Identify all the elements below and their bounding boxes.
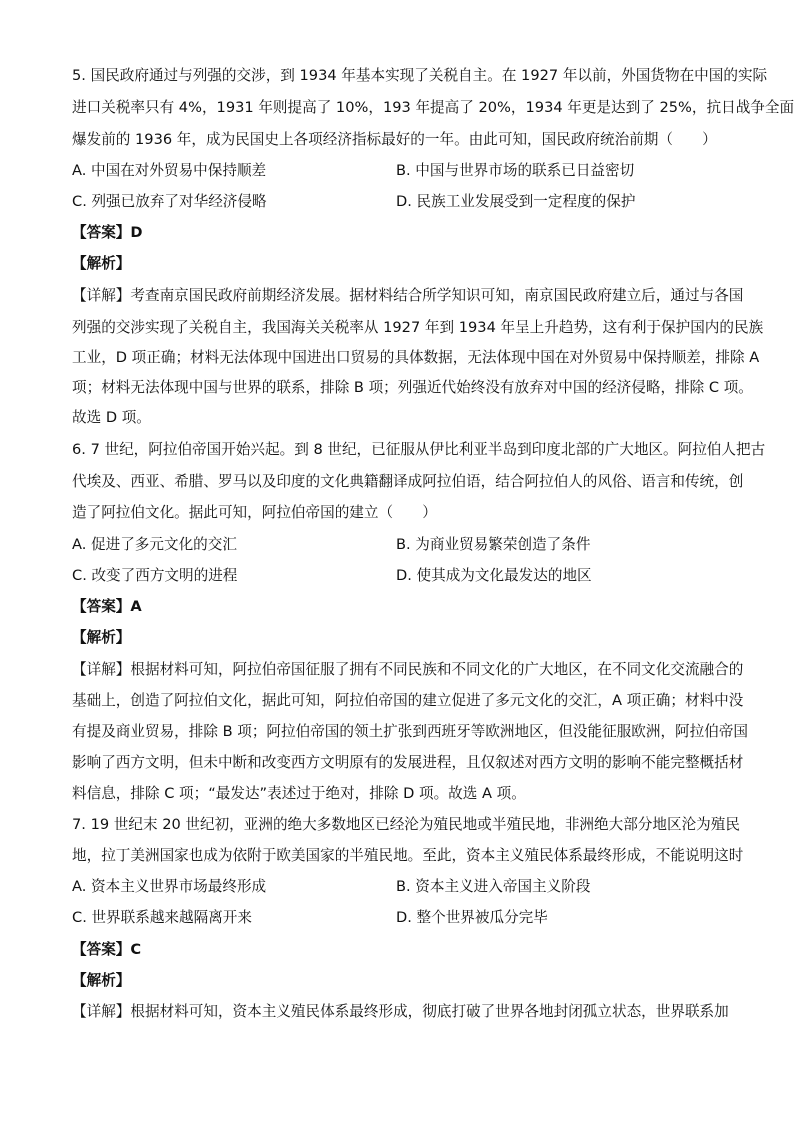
q6-stem-line: 造了阿拉伯文化。据此可知，阿拉伯帝国的建立（ ）	[72, 504, 437, 521]
q6-analysis-label: 【解析】	[72, 629, 131, 646]
q7-detail-line: 【详解】根据材料可知，资本主义殖民体系最终形成，彻底打破了世界各地封闭孤立状态，世界联系加	[72, 1003, 729, 1020]
q6-detail-line: 料信息，排除 C 项；“最发达”表述过于绝对，排除 D 项。故选 A 项。	[72, 785, 526, 802]
q6-option-c: C. 改变了西方文明的进程	[72, 567, 238, 584]
q5-detail-line: 工业，D 项正确；材料无法体现中国进出口贸易的具体数据，无法体现中国在对外贸易中保持顺差，排除 A	[72, 349, 760, 366]
q6-detail-line: 基础上，创造了阿拉伯文化，据此可知，阿拉伯帝国的建立促进了多元文化的交汇，A 项正确；材料中没	[72, 692, 744, 709]
q6-detail-line: 影响了西方文明，但未中断和改变西方文明原有的发展进程，且仅叙述对西方文明的影响不能完整概括材	[72, 754, 744, 771]
q6-option-d: D. 使其成为文化最发达的地区	[396, 567, 592, 584]
q5-stem-line: 5. 国民政府通过与列强的交涉，到 1934 年基本实现了关税自主。在 1927 年以前，外国货物在中国的实际	[72, 67, 768, 84]
q6-option-a: A. 促进了多元文化的交汇	[72, 536, 237, 553]
q5-stem-line: 爆发前的 1936 年，成为民国史上各项经济指标最好的一年。由此可知，国民政府统治前期（ ）	[72, 131, 717, 148]
q5-analysis-label: 【解析】	[72, 255, 131, 272]
q7-stem-line: 7. 19 世纪末 20 世纪初，亚洲的绝大多数地区已经沦为殖民地或半殖民地，非洲绝大部分地区沦为殖民	[72, 816, 740, 833]
q5-detail-line: 项；材料无法体现中国与世界的联系，排除 B 项；列强近代始终没有放弃对中国的经济侵略，排除 C 项。	[72, 379, 753, 396]
q5-answer: 【答案】D	[72, 224, 143, 241]
q5-detail-line: 【详解】考查南京国民政府前期经济发展。据材料结合所学知识可知，南京国民政府建立后，通过与各国	[72, 287, 744, 304]
q5-option-d: D. 民族工业发展受到一定程度的保护	[396, 193, 636, 210]
q6-stem-line: 代埃及、西亚、希腊、罗马以及印度的文化典籍翻译成阿拉伯语，结合阿拉伯人的风俗、语言和传统，创	[72, 473, 744, 490]
q6-detail-line: 【详解】根据材料可知，阿拉伯帝国征服了拥有不同民族和不同文化的广大地区，在不同文化交流融合的	[72, 661, 744, 678]
q5-stem-line: 进口关税率只有 4%，1931 年则提高了 10%，193 年提高了 20%，1934 年更是达到了 25%，抗日战争全面	[72, 99, 794, 116]
q6-answer: 【答案】A	[72, 598, 142, 615]
q7-option-a: A. 资本主义世界市场最终形成	[72, 878, 267, 895]
q6-stem-line: 6. 7 世纪，阿拉伯帝国开始兴起。到 8 世纪，已征服从伊比利亚半岛到印度北部的广大地区。阿拉伯人把古	[72, 441, 766, 458]
q7-answer: 【答案】C	[72, 941, 142, 958]
q6-detail-line: 有提及商业贸易，排除 B 项；阿拉伯帝国的领土扩张到西班牙等欧洲地区，但没能征服欧洲，阿拉伯帝国	[72, 723, 749, 740]
q7-stem-line: 地，拉丁美洲国家也成为依附于欧美国家的半殖民地。至此，资本主义殖民体系最终形成，不能说明这时	[72, 847, 744, 864]
q7-option-c: C. 世界联系越来越隔离开来	[72, 909, 253, 926]
q5-option-b: B. 中国与世界市场的联系已日益密切	[396, 162, 635, 179]
q5-option-c: C. 列强已放弃了对华经济侵略	[72, 193, 267, 210]
q7-option-b: B. 资本主义进入帝国主义阶段	[396, 878, 591, 895]
q5-detail-line: 故选 D 项。	[72, 409, 151, 426]
q5-option-a: A. 中国在对外贸易中保持顺差	[72, 162, 267, 179]
q6-option-b: B. 为商业贸易繁荣创造了条件	[396, 536, 591, 553]
q7-analysis-label: 【解析】	[72, 972, 131, 989]
q7-option-d: D. 整个世界被瓜分完毕	[396, 909, 548, 926]
q5-detail-line: 列强的交涉实现了关税自主，我国海关关税率从 1927 年到 1934 年呈上升趋势，这有利于保护国内的民族	[72, 319, 764, 336]
